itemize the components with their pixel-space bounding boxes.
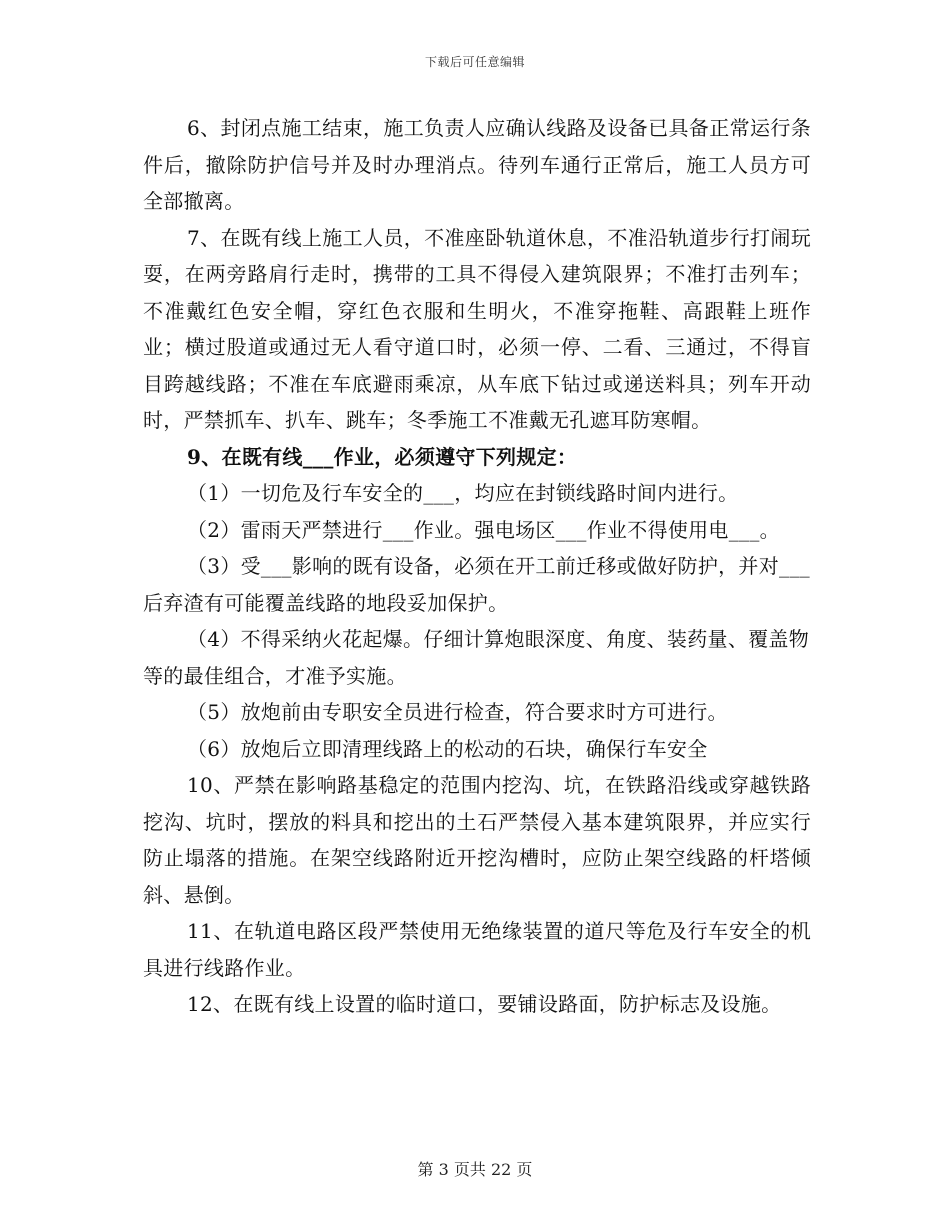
paragraph-10: 10、严禁在影响路基稳定的范围内挖沟、坑，在铁路沿线或穿越铁路挖沟、坑时，摆放的料具和挖出的土石严禁侵入基本建筑限界，并应实行防止塌落的措施。在架空线路附近开挖沟槽时，应防止架空线路的杆塔倾斜、悬倒。: [143, 773, 811, 907]
page-header: 下载后可任意编辑: [424, 55, 525, 69]
section-heading-9: 9、在既有线___作业，必须遵守下列规定：: [187, 444, 578, 469]
list-item: （2）雷雨天严禁进行___作业。强电场区___作业不得使用电___。: [187, 517, 780, 542]
list-item: （3）受___影响的既有设备，必须在开工前迁移或做好防护，并对___后弃渣有可能覆盖线路的地段妥加保护。: [143, 554, 810, 615]
paragraph-6: 6、封闭点施工结束，施工负责人应确认线路及设备已具备正常运行条件后，撤除防护信号并及时办理消点。待列车通行正常后，施工人员方可全部撤离。: [143, 116, 811, 213]
page-footer: 第 3 页共 22 页: [417, 1160, 533, 1179]
paragraph-11: 11、在轨道电路区段严禁使用无绝缘装置的道尺等危及行车安全的机具进行线路作业。: [143, 919, 811, 980]
list-item: （5）放炮前由专职安全员进行检查，符合要求时方可进行。: [187, 700, 728, 724]
list-item: （4）不得采纳火花起爆。仔细计算炮眼深度、角度、装药量、覆盖物等的最佳组合，才准予实施。: [143, 627, 810, 688]
paragraph-12: 12、在既有线上设置的临时道口，要铺设路面，防护标志及设施。: [187, 992, 782, 1016]
document-body: [143, 110, 811, 1023]
list-item: （6）放炮后立即清理线路上的松动的石块，确保行车安全: [187, 736, 708, 761]
list-item: （1）一切危及行车安全的___，均应在封锁线路时间内进行。: [187, 481, 739, 505]
paragraph-7: 7、在既有线上施工人员，不准座卧轨道休息，不准沿轨道步行打闹玩耍，在两旁路肩行走时，携带的工具不得侵入建筑限界；不准打击列车；不准戴红色安全帽，穿红色衣服和生明火，不准穿拖鞋、高跟鞋上班作业；横过股道或通过无人看守道口时，必须一停、二看、三通过，不得盲目跨越线路；不准在车底避雨乘凉，从车底下钻过或递送料具；列车开动时，严禁抓车、扒车、跳车；冬季施工不准戴无孔遮耳防寒帽。: [143, 225, 811, 432]
